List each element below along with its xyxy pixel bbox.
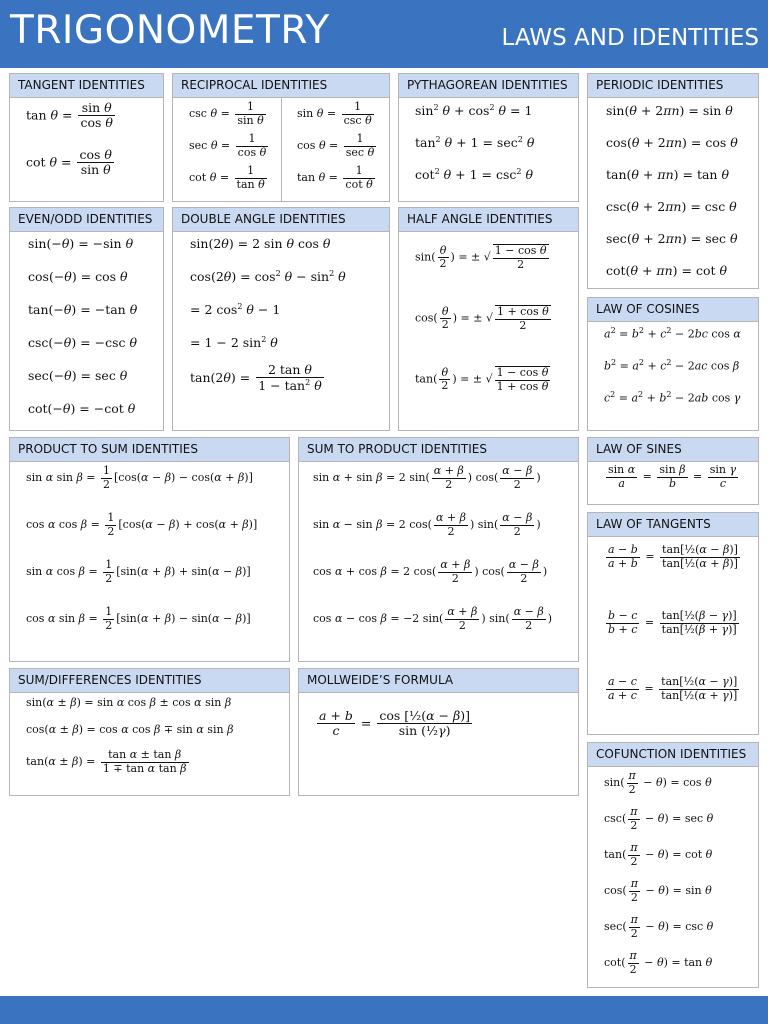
formula: sec(θ + 2πn) = sec θ [606,231,738,246]
formula: tan(θ + πn) = tan θ [606,167,729,182]
formula: cot θ = $\frac{\text{cos θ}}{\text{sin θ}}$ [26,147,112,178]
formula: sin(−θ) = −sin θ [28,236,134,251]
section-title: SUM TO PRODUCT IDENTITIES [299,438,578,462]
section-title: LAW OF TANGENTS [588,513,758,537]
formula: $b^2 = a^2 + c^2 - 2ac$ cos β [604,358,740,373]
reciprocal-identities-box [172,73,390,202]
formula: $\tan^2 \theta + 1 = \sec^2 \theta$ [415,135,535,151]
formula: $\frac{b - c}{b + c}$ = $\frac{\text{tan[½(β − γ)]}}{\text{tan[½(β + γ)]}}$ [608,609,737,636]
double-angle-identities-box [172,207,390,431]
page-title: TRIGONOMETRY [10,8,330,53]
footer-bar [0,996,768,1024]
law-of-sines-box [587,437,759,505]
half-angle-identities-box [398,207,579,431]
formula: cos( $\frac{\pi}{2}$ − θ) = sin θ [604,877,712,904]
cofunction-identities-box [587,742,759,988]
formula: sin α − sin β = 2 cos( $\frac{\alpha + \beta}{2}$ ) sin( $\frac{\alpha - \beta}{2}$ ) [313,511,541,538]
section-title: DOUBLE ANGLE IDENTITIES [173,208,389,232]
formula: sin α cos β = $\frac{1}{2}$ [sin(α + β) + sin(α − β)] [26,558,251,585]
page-subtitle: LAWS AND IDENTITIES [501,25,759,51]
formula: cos α − cos β = −2 sin( $\frac{\alpha + \beta}{2}$ ) sin( $\frac{\alpha - \beta}{2}$ ) [313,605,552,632]
section-title: SUM/DIFFERENCES IDENTITIES [10,669,289,693]
mollweide-formula-box [298,668,579,796]
even-odd-identities-box [9,207,164,431]
formula: cos α sin β = $\frac{1}{2}$ [sin(α + β) − sin(α − β)] [26,605,251,632]
sum-differences-box [9,668,290,796]
formula: tan θ = $\frac{1}{\text{cot θ}}$ [297,164,373,191]
sum-to-product-box [298,437,579,662]
formula: sin(2θ) = 2 sin θ cos θ [190,236,331,251]
header-bar [0,0,768,68]
formula: tan( $\frac{\theta}{2}$ ) = ± √ $\frac{\text{1 − cos θ}}{\text{1 + cos θ}}$ [415,365,549,393]
formula: $\cos(2\theta) = \cos^2 \theta - \sin^2 \theta$ [190,269,346,285]
formula: $\frac{\text{sin α}}{a}$ = $\frac{\text{sin β}}{b}$ = $\frac{\text{sin γ}}{c}$ [608,463,737,490]
section-title: PERIODIC IDENTITIES [588,74,758,98]
formula: sin α + sin β = 2 sin( $\frac{\alpha + \beta}{2}$ ) cos( $\frac{\alpha - \beta}{2}$ ) [313,464,541,491]
section-title: LAW OF COSINES [588,298,758,322]
formula: cos(α ± β) = cos α cos β ∓ sin α sin β [26,723,234,736]
tangent-identities-box [9,73,164,202]
section-title: TANGENT IDENTITIES [10,74,163,98]
formula: $a^2 = b^2 + c^2 - 2bc$ cos α [604,326,741,341]
formula: tan( $\frac{\pi}{2}$ − θ) = cot θ [604,841,713,868]
formula: csc(−θ) = −csc θ [28,335,138,350]
formula: $\frac{a - b}{a + b}$ = $\frac{\text{tan[½(α − β)]}}{\text{tan[½(α + β)]}}$ [608,543,738,570]
formula: csc θ = $\frac{1}{\text{sin θ}}$ [189,100,264,127]
section-title: EVEN/ODD IDENTITIES [10,208,163,232]
section-title: HALF ANGLE IDENTITIES [399,208,578,232]
formula: cot( $\frac{\pi}{2}$ − θ) = tan θ [604,949,713,976]
formula: = 1 − 2 $\sin^2 \theta$ [190,335,278,351]
formula: $\sin^2 \theta + \cos^2 \theta = 1$ [415,103,533,119]
product-to-sum-box [9,437,290,662]
formula: sin( $\frac{\pi}{2}$ − θ) = cos θ [604,769,712,796]
formula: sin θ = 1 csc θ [297,100,372,127]
section-title: MOLLWEIDE’S FORMULA [299,669,578,693]
formula: $\frac{a + b}{c}$ = $\frac{\text{cos [½(α − β)]}}{\text{sin (½γ)}}$ [319,708,470,739]
formula: $\frac{a - c}{a + c}$ = $\frac{\text{tan[½(α − γ)]}}{\text{tan[½(α + γ)]}}$ [608,675,738,702]
formula: sin(α ± β) = sin α cos β ± cos α sin β [26,696,232,709]
section-title: LAW OF SINES [588,438,758,462]
formula: sin( $\frac{\theta}{2}$ ) = ± √ $\frac{\text{1 − cos θ}}{2}$ [415,243,547,271]
law-of-cosines-box [587,297,759,431]
section-title: RECIPROCAL IDENTITIES [173,74,389,98]
periodic-identities-box [587,73,759,289]
formula: sin(θ + 2πn) = sin θ [606,103,733,118]
section-title: PRODUCT TO SUM IDENTITIES [10,438,289,462]
formula: sec(−θ) = sec θ [28,368,128,383]
formula: cos( $\frac{\theta}{2}$ ) = ± √ $\frac{\text{1 + cos θ}}{2}$ [415,304,549,332]
formula: tan θ = $\frac{\text{sin θ}}{\text{cos θ}}$ [26,100,113,131]
pythagorean-identities-box [398,73,579,202]
divider [281,97,282,201]
formula: cos(−θ) = cos θ [28,269,128,284]
formula: csc(θ + 2πn) = csc θ [606,199,737,214]
formula: cot(−θ) = −cot θ [28,401,136,416]
formula: tan(2θ) = $\frac{\text{2 tan θ}}{1 - \tan^2 \theta}$ [190,362,322,394]
formula: sin α sin β = $\frac{1}{2}$ [cos(α − β) − cos(α + β)] [26,464,253,491]
formula: $\cot^2 \theta + 1 = \csc^2 \theta$ [415,167,533,183]
law-of-tangents-box [587,512,759,735]
formula: cos θ = 1 sec θ [297,132,375,159]
formula: cos(θ + 2πn) = cos θ [606,135,738,150]
formula: cos α cos β = $\frac{1}{2}$ [cos(α − β) + cos(α + β)] [26,511,258,538]
formula: csc( $\frac{\pi}{2}$ − θ) = sec θ [604,805,714,832]
formula: = 2 $\cos^2 \theta - 1$ [190,302,281,318]
section-title: COFUNCTION IDENTITIES [588,743,758,767]
formula: tan(−θ) = −tan θ [28,302,138,317]
formula: cos α + cos β = 2 cos( $\frac{\alpha + \beta}{2}$ ) cos( $\frac{\alpha - \beta}{2}$ ) [313,558,548,585]
section-title: PYTHAGOREAN IDENTITIES [399,74,578,98]
formula: tan(α ± β) = $\frac{\text{tan α ± tan β}}{\text{1 ∓ tan α tan β}}$ [26,748,187,775]
formula: $c^2 = a^2 + b^2 - 2ab$ cos γ [604,390,741,405]
formula: sec( $\frac{\pi}{2}$ − θ) = csc θ [604,913,714,940]
formula: cot θ = $\frac{1}{\text{tan θ}}$ [189,164,265,191]
formula: sec θ = $\frac{1}{\text{cos θ}}$ [189,132,267,159]
formula: cot(θ + πn) = cot θ [606,263,728,278]
